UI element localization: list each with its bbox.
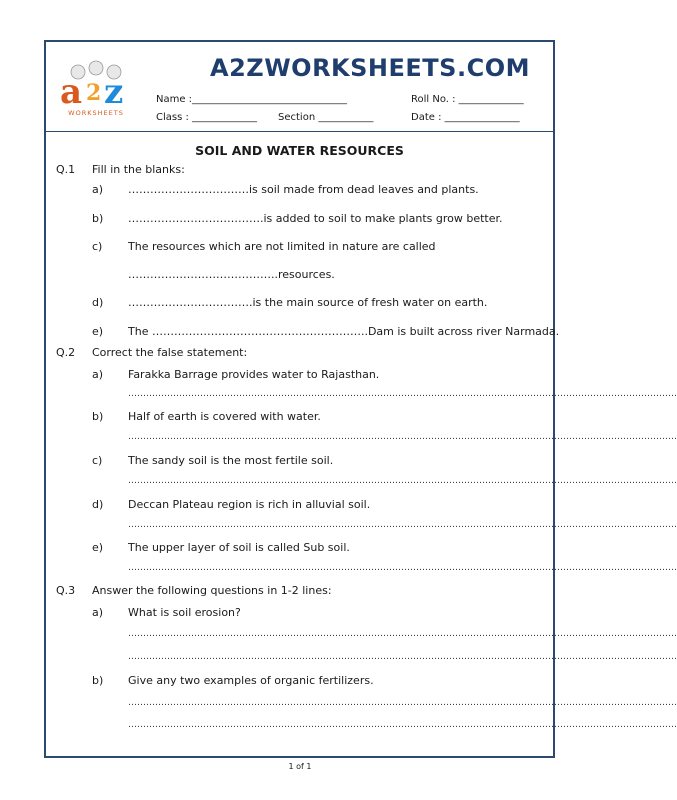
q2-number: Q.2 [56,346,76,359]
q2-d-answer-line: ………………………………………………………………………………………………………………………………………………………………… [128,520,677,530]
class-field: Class : _____________ [156,112,258,123]
worksheet-title: SOIL AND WATER RESOURCES [195,143,404,158]
q3-a-answer-line-1: ………………………………………………………………………………………………………………………………………………………………… [128,629,677,639]
q1-e-label: e) [92,325,104,338]
logo-letter-z: z [104,72,124,112]
q1-a-text: ……………………………is soil made from dead leaves and plants. [128,183,479,196]
q1-c-text: The resources which are not limited in nature are called [128,240,436,253]
site-title: A2ZWORKSHEETS.COM [210,54,530,82]
q2-c-text: The sandy soil is the most fertile soil. [128,454,334,467]
roll-field: Roll No. : _____________ [411,94,524,105]
q2-e-label: e) [92,541,104,554]
worksheet-frame [44,40,677,758]
q2-b-answer-line: ………………………………………………………………………………………………………………………………………………………………… [128,432,677,442]
q2-a-text: Farakka Barrage provides water to Rajasthan. [128,368,380,381]
worksheet-header [46,42,553,132]
q2-b-text: Half of earth is covered with water. [128,410,321,423]
q3-a-answer-line-2: ………………………………………………………………………………………………………………………………………………………………… [128,652,677,662]
q2-e-answer-line: ………………………………………………………………………………………………………………………………………………………………… [128,563,677,573]
q1-b-label: b) [92,212,104,225]
q1-number: Q.1 [56,163,76,176]
q3-number: Q.3 [56,584,76,597]
q3-a-label: a) [92,606,104,619]
q1-heading: Fill in the blanks: [92,163,185,176]
q1-c-label: c) [92,240,103,253]
q1-b-text: ……………………………….is added to soil to make plants grow better. [128,212,503,225]
date-field: Date : _______________ [411,112,520,123]
a2z-logo-icon [56,58,136,118]
q3-b-answer-line-2: ………………………………………………………………………………………………………………………………………………………………… [128,720,677,730]
section-field: Section ___________ [278,112,374,123]
q3-b-label: b) [92,674,104,687]
q2-c-label: c) [92,454,103,467]
name-field: Name :_______________________________ [156,94,348,105]
q1-c-cont: …………………………………..resources. [128,268,335,281]
q1-e-text: The …………………………………………………..Dam is built across river Narmada. [128,325,560,338]
page-number: 1 of 1 [288,762,312,771]
q1-d-label: d) [92,296,104,309]
q3-b-text: Give any two examples of organic fertilizers. [128,674,374,687]
q2-e-text: The upper layer of soil is called Sub soil. [128,541,350,554]
logo-letter-2: 2 [86,80,102,106]
q2-heading: Correct the false statement: [92,346,248,359]
q2-c-answer-line: ………………………………………………………………………………………………………………………………………………………………… [128,476,677,486]
logo-letter-a: a [60,72,83,112]
logo-text: WORKSHEETS [68,109,124,117]
q2-b-label: b) [92,410,104,423]
q3-heading: Answer the following questions in 1-2 lines: [92,584,332,597]
q2-d-text: Deccan Plateau region is rich in alluvial soil. [128,498,371,511]
q1-d-text: …………………………….is the main source of fresh water on earth. [128,296,488,309]
q3-b-answer-line-1: ………………………………………………………………………………………………………………………………………………………………… [128,698,677,708]
q2-a-label: a) [92,368,104,381]
q3-a-text: What is soil erosion? [128,606,241,619]
q1-a-label: a) [92,183,104,196]
q2-a-answer-line: ………………………………………………………………………………………………………………………………………………………………… [128,389,677,399]
q2-d-label: d) [92,498,104,511]
